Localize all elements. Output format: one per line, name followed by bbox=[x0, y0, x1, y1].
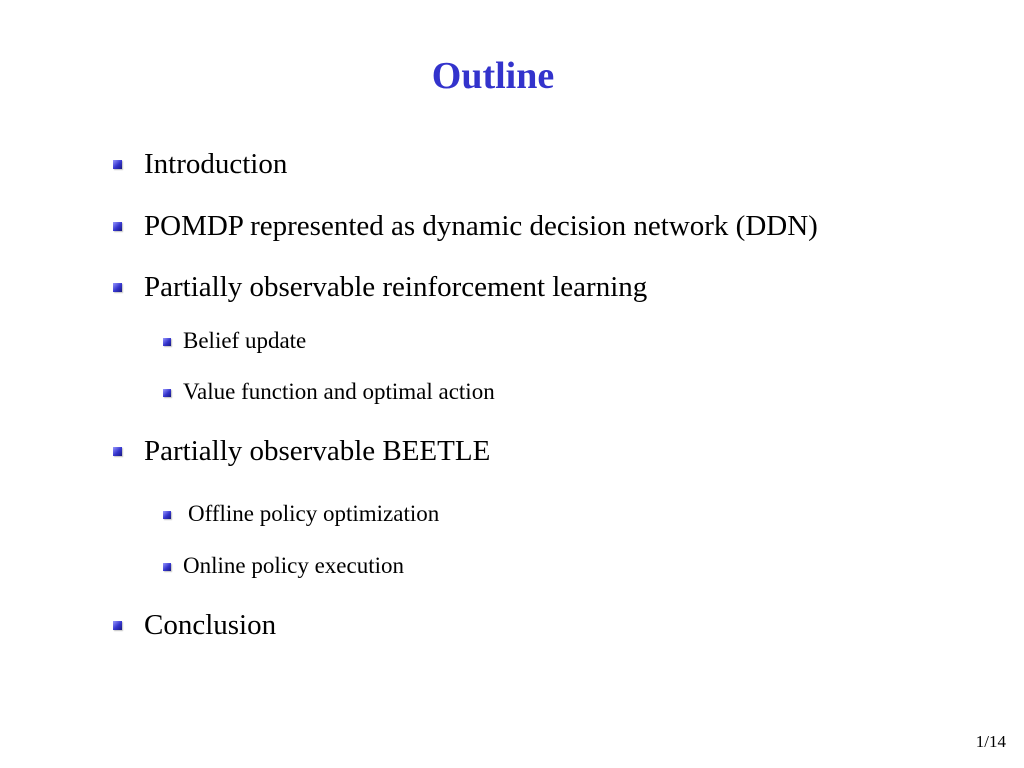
bullet-square-icon bbox=[113, 621, 122, 630]
outline-item-po-beetle bbox=[113, 433, 490, 469]
bullet-square-icon bbox=[163, 563, 171, 571]
outline-item-label: Conclusion bbox=[144, 609, 277, 641]
outline-item-label: Partially observable reinforcement learning bbox=[144, 271, 648, 303]
outline-subitem-label: Offline policy optimization bbox=[188, 501, 440, 526]
outline-item-conclusion bbox=[113, 607, 276, 643]
outline-item-label: POMDP represented as dynamic decision network (DDN) bbox=[144, 210, 818, 242]
bullet-square-icon bbox=[163, 338, 171, 346]
bullet-square-icon bbox=[113, 447, 122, 456]
outline-subitem-offline-policy bbox=[163, 499, 439, 529]
outline-item-label: Partially observable BEETLE bbox=[144, 435, 491, 467]
outline-item-po-rl bbox=[113, 269, 647, 305]
outline-subitem-belief-update bbox=[163, 326, 306, 356]
outline-subitem-label: Belief update bbox=[183, 328, 307, 353]
slide-title: Outline bbox=[431, 55, 555, 97]
page-number: 1/14 bbox=[975, 732, 1006, 751]
outline-subitem-online-policy bbox=[163, 551, 404, 581]
bullet-square-icon bbox=[113, 160, 122, 169]
bullet-square-icon bbox=[163, 389, 171, 397]
outline-subitem-value-function bbox=[163, 377, 495, 407]
outline-item-pomdp-ddn bbox=[113, 208, 818, 244]
bullet-square-icon bbox=[113, 222, 122, 231]
outline-subitem-label: Value function and optimal action bbox=[183, 379, 495, 404]
bullet-square-icon bbox=[113, 283, 122, 292]
outline-subitem-label: Online policy execution bbox=[183, 553, 404, 578]
outline-item-label: Introduction bbox=[144, 148, 288, 180]
outline-item-introduction bbox=[113, 146, 287, 182]
bullet-square-icon bbox=[163, 511, 171, 519]
